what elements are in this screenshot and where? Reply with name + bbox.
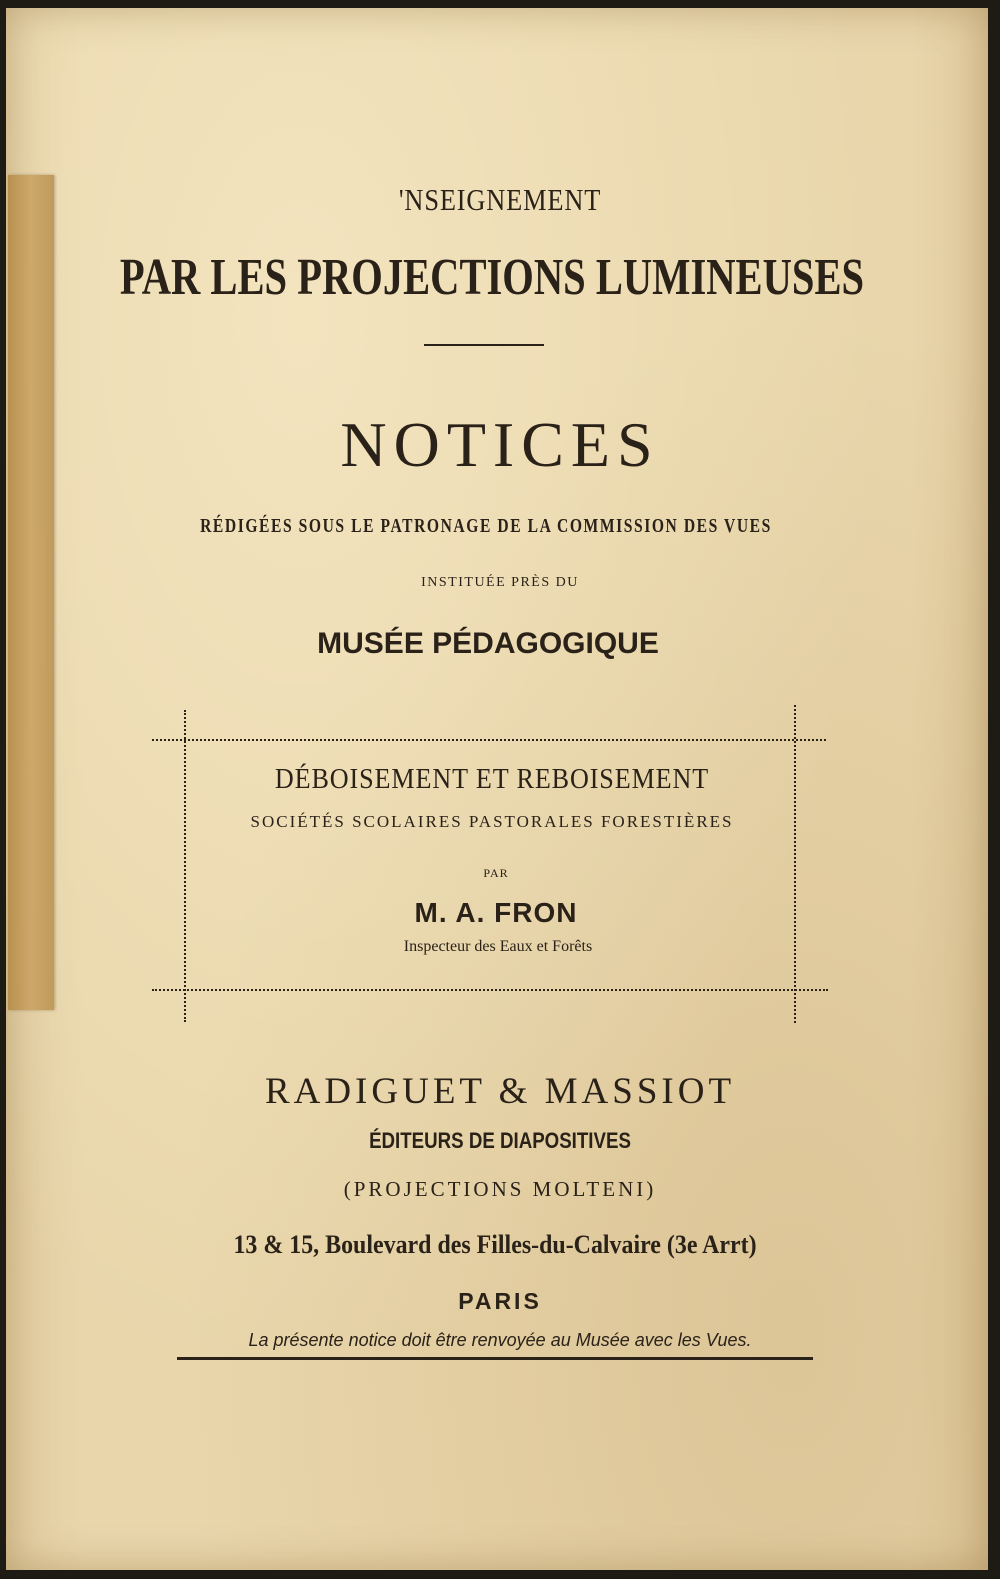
tape-strip [8,175,54,1010]
frame-top-border [152,739,826,743]
heading-musee: MUSÉE PÉDAGOGIQUE [317,627,659,660]
subtitle-redigees: RÉDIGÉES SOUS LE PATRONAGE DE LA COMMISSION DES VUES [200,515,772,537]
publisher-address: 13 & 15, Boulevard des Filles-du-Calvaire (3e Arrt) [233,1230,757,1259]
short-rule [424,344,544,346]
title-notices: NOTICES [340,409,660,480]
author-role: Inspecteur des Eaux et Forêts [403,938,593,955]
frame-par: PAR [483,866,509,880]
return-note: La présente notice doit être renvoyée au Musée avec les Vues. [248,1330,752,1350]
publisher-brand: (PROJECTIONS MOLTENI) [343,1177,657,1201]
bottom-rule [177,1357,813,1360]
publisher-city: PARIS [458,1288,542,1314]
frame-right-border [794,705,798,1023]
heading-projections: PAR LES PROJECTIONS LUMINEUSES [119,249,865,306]
subtitle-instituee: INSTITUÉE PRÈS DU [421,575,579,590]
publisher-name: RADIGUET & MASSIOT [264,1071,736,1112]
frame-subtitle: SOCIÉTÉS SCOLAIRES PASTORALES FORESTIÈRES [250,812,734,831]
frame-title: DÉBOISEMENT ET REBOISEMENT [274,763,710,795]
frame-bottom-border [152,989,828,993]
heading-enseignement: 'NSEIGNEMENT [398,182,602,217]
author-name: M. A. FRON [414,897,578,928]
publisher-trade: ÉDITEURS DE DIAPOSITIVES [369,1128,631,1153]
